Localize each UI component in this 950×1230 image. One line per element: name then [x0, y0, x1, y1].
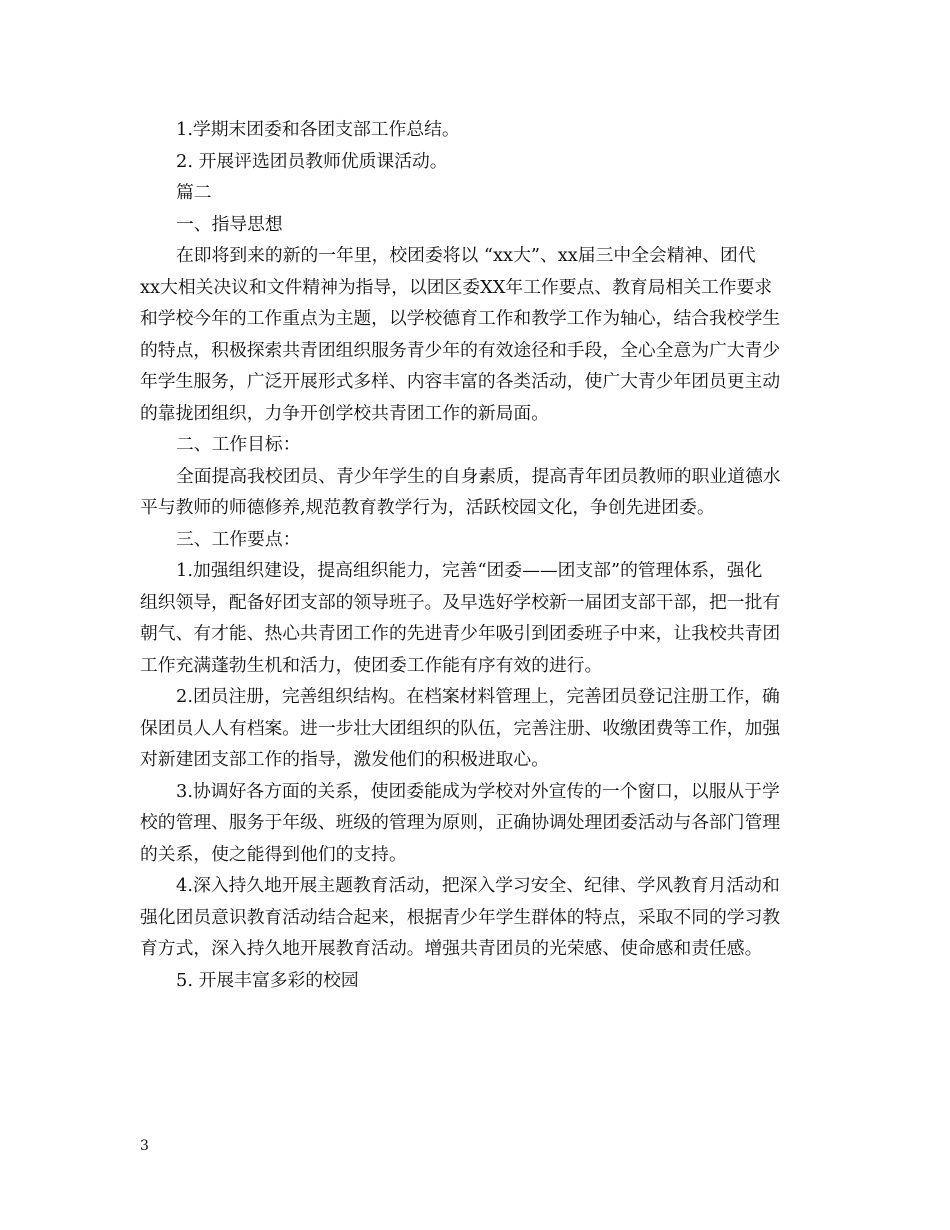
text-line: 保团员人人有档案。进一步壮大团组织的队伍，完善注册、收缴团费等工作，加强: [140, 717, 781, 739]
text-line: 三、工作要点：: [176, 528, 301, 550]
paragraph-p9: [140, 555, 810, 681]
text-line: 校的管理、服务于年级、班级的管理为原则，正确协调处理团委活动与各部门管理: [140, 812, 781, 833]
text-line: 的靠拢团组织，力争开创学校共青团工作的新局面。: [140, 402, 549, 424]
text-line: 篇二: [176, 182, 212, 203]
document-body: [140, 114, 810, 996]
text-line: 1.加强组织建设，提高组织能力，完善“团委——团支部”的管理体系，强化: [176, 560, 763, 581]
text-line: 工作充满蓬勃生机和活力，使团委工作能有序有效的进行。: [140, 654, 603, 676]
text-line: 朝气、有才能、热心共青团工作的先进青少年吸引到团委班子中来，让我校共青团: [140, 623, 781, 644]
text-line: 组织领导，配备好团支部的领导班子。及早选好学校新一届团支部干部，把一批有: [140, 591, 781, 613]
text-line: 平与教师的师德修养,规范教育教学行为，活跃校园文化，争创先进团委。: [140, 497, 715, 518]
paragraph-p10: [140, 681, 810, 776]
text-line: 5. 开展丰富多彩的校园: [176, 969, 359, 991]
paragraph-p5: [140, 240, 810, 429]
text-line: 对新建团支部工作的指导，激发他们的积极进取心。: [140, 749, 549, 770]
text-line: 的特点，积极探索共青团组织服务青少年的有效途径和手段，全心全意为广大青少: [140, 339, 781, 361]
text-line: 的关系，使之能得到他们的支持。: [140, 843, 407, 865]
text-line: 年学生服务，广泛开展形式多样、内容丰富的各类活动，使广大青少年团员更主动: [140, 371, 781, 392]
paragraph-p8: [140, 524, 810, 556]
text-line: 4.深入持久地开展主题教育活动，把深入学习安全、纪律、学风教育月活动和: [176, 875, 780, 896]
text-line: 1.学期末团委和各团支部工作总结。: [176, 119, 460, 140]
paragraph-p2: [140, 146, 810, 178]
text-line: 2.团员注册，完善组织结构。在档案材料管理上，完善团员登记注册工作，确: [176, 686, 780, 707]
paragraph-p1: [140, 114, 810, 146]
text-line: 在即将到来的新的一年里，校团委将以 “xx大”、xx届三中全会精神、团代: [176, 245, 756, 266]
text-line: 3.协调好各方面的关系，使团委能成为学校对外宣传的一个窗口，以服从于学: [176, 780, 780, 802]
text-line: 全面提高我校团员、青少年学生的自身素质，提高青年团员教师的职业道德水: [176, 465, 781, 487]
text-line: 育方式，深入持久地开展教育活动。增强共青团员的光荣感、使命感和责任感。: [140, 938, 763, 959]
paragraph-p3: [140, 177, 810, 209]
paragraph-p6: [140, 429, 810, 461]
text-line: xx大相关决议和文件精神为指导，以团区委XX年工作要点、教育局相关工作要求: [140, 276, 773, 298]
page-number: 3: [140, 1138, 149, 1154]
paragraph-p13: [140, 965, 810, 997]
paragraph-p11: [140, 776, 810, 871]
text-line: 和学校今年的工作重点为主题，以学校德育工作和教学工作为轴心，结合我校学生: [140, 308, 781, 329]
paragraph-p7: [140, 461, 810, 524]
text-line: 一、指导思想: [176, 213, 283, 235]
text-line: 强化团员意识教育活动结合起来，根据青少年学生群体的特点，采取不同的学习教: [140, 906, 781, 928]
paragraph-p4: [140, 209, 810, 241]
paragraph-p12: [140, 870, 810, 965]
text-line: 2. 开展评选团员教师优质课活动。: [176, 150, 448, 172]
text-line: 二、工作目标：: [176, 434, 301, 455]
